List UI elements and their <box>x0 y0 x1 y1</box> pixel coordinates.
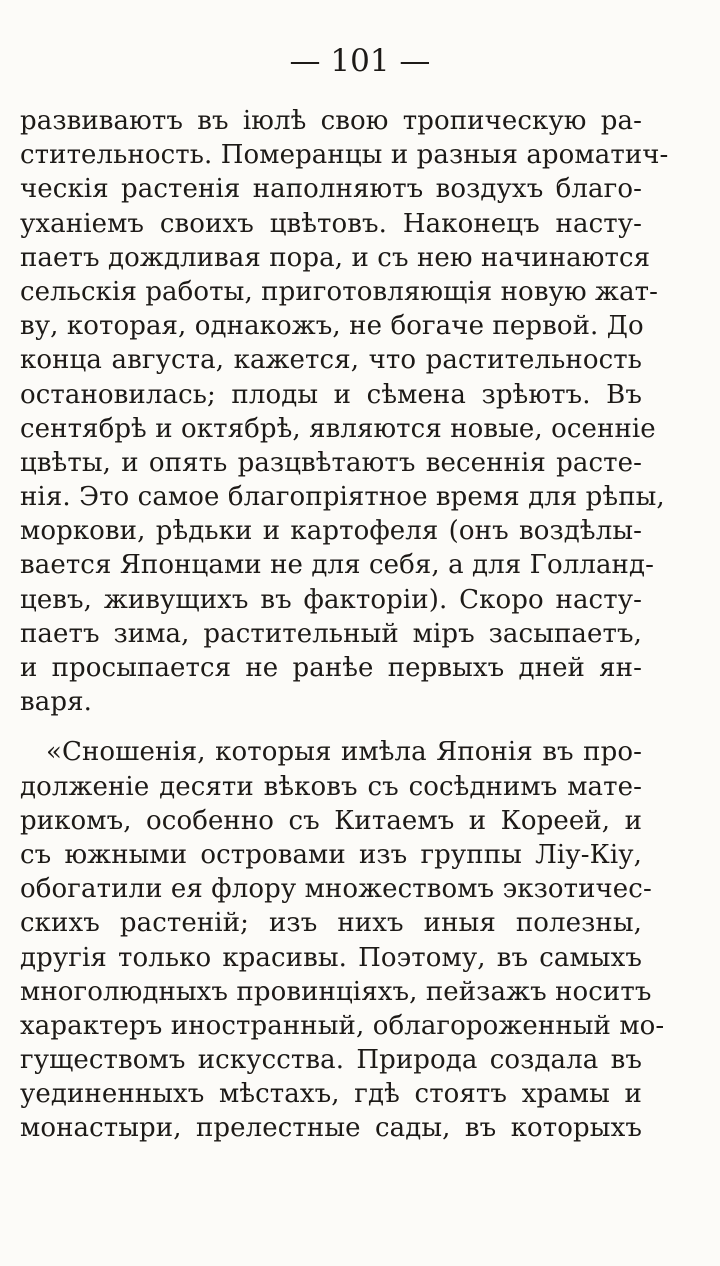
text-line: другія только красивы. Поэтому, въ самыхъ <box>20 942 642 973</box>
text-line: рикомъ, особенно съ Китаемъ и Кореей, и <box>20 805 642 836</box>
text-line: сентябрѣ и октябрѣ, являются новые, осенніе <box>20 413 656 444</box>
text-line: скихъ растеній; изъ нихъ иныя полезны, <box>20 908 642 939</box>
text-line: гуществомъ искусства. Природа создала въ <box>20 1045 642 1076</box>
text-line: многолюдныхъ провинціяхъ, пейзажъ носитъ <box>20 976 652 1007</box>
text-line: цевъ, живущихъ въ факторіи). Скоро насту- <box>20 584 642 615</box>
body-text <box>20 104 669 1146</box>
text-line: варя. <box>20 687 92 718</box>
paragraph-1 <box>20 104 669 719</box>
text-line: и просыпается не ранѣе первыхъ дней ян- <box>20 653 642 683</box>
text-line: моркови, рѣдьки и картофеля (онъ воздѣлы- <box>20 516 642 547</box>
text-line: ву, которая, однакожъ, не богаче первой. До <box>20 311 644 342</box>
text-line: долженіе десяти вѣковъ съ сосѣднимъ мате- <box>20 771 642 802</box>
text-line: «Сношенія, которыя имѣла Японія въ про- <box>46 737 642 768</box>
text-line: характеръ иностранный, облагороженный мо- <box>20 1010 665 1041</box>
text-line: обогатили ея флору множествомъ экзотичес- <box>20 874 652 905</box>
text-line: конца августа, кажется, что растительность <box>20 345 642 376</box>
page-number: — 101 — <box>289 43 431 79</box>
text-line: сельскія работы, приготовляющія новую жат- <box>20 276 659 307</box>
text-line: паетъ дождливая пора, и съ нею начинаются <box>20 242 651 273</box>
text-line: стительность. Померанцы и разныя ароматич- <box>20 140 669 171</box>
paragraph-gap <box>20 719 642 735</box>
text-line: уханіемъ своихъ цвѣтовъ. Наконецъ насту- <box>20 208 642 239</box>
text-line: монастыри, прелестные сады, въ которыхъ <box>20 1113 642 1144</box>
text-line: вается Японцами не для себя, а для Голланд- <box>20 550 654 581</box>
text-line: уединенныхъ мѣстахъ, гдѣ стоятъ храмы и <box>20 1079 642 1110</box>
text-line: нія. Это самое благопріятное время для рѣпы, <box>20 482 665 513</box>
text-line: остановилась; плоды и сѣмена зрѣютъ. Въ <box>20 379 642 410</box>
text-line: цвѣты, и опять разцвѣтаютъ весеннія расте- <box>20 447 642 478</box>
paragraph-2 <box>20 735 665 1145</box>
text-line: съ южными островами изъ группы Ліу-Кіу, <box>20 839 642 870</box>
text-line: ческія растенія наполняютъ воздухъ благо- <box>20 174 642 205</box>
text-line: развиваютъ въ іюлѣ свою тропическую ра- <box>20 106 642 136</box>
text-line: паетъ зима, растительный міръ засыпаетъ, <box>20 618 642 649</box>
